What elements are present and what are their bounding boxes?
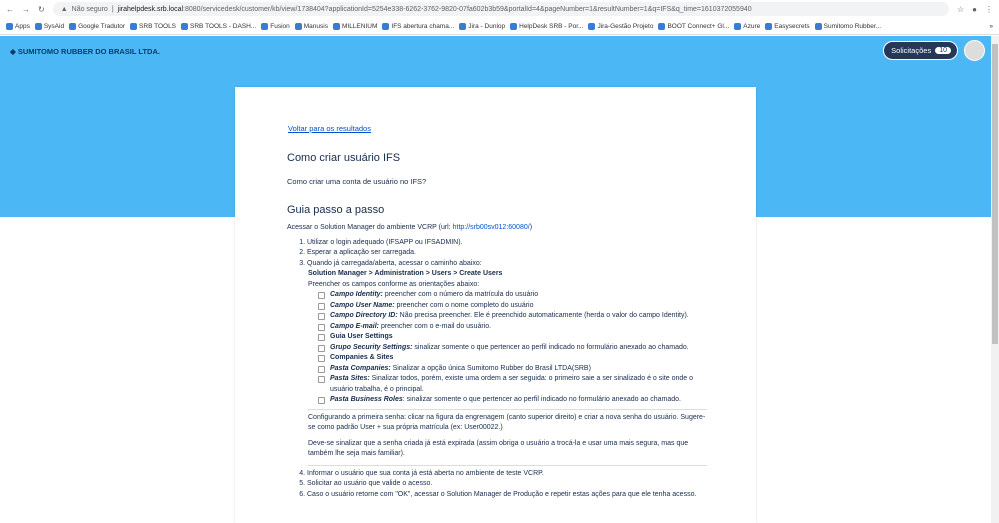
bookmark-item[interactable] bbox=[6, 23, 30, 30]
bookmark-icon bbox=[815, 23, 822, 30]
checklist-text: Pasta Business Roles: sinalizar somente o que pertencer ao perfil indicado no formulário anexado ao chamado. bbox=[330, 396, 681, 403]
bookmark-item[interactable] bbox=[295, 23, 328, 30]
article-question: Como criar uma conta de usuário no IFS? bbox=[287, 177, 427, 186]
bookmark-item[interactable] bbox=[130, 23, 176, 30]
article-body bbox=[287, 223, 707, 500]
steps-list-continued bbox=[287, 469, 707, 501]
more-bookmarks-button[interactable]: » bbox=[989, 22, 993, 30]
checklist-item bbox=[318, 332, 707, 343]
checkbox[interactable] bbox=[318, 334, 325, 341]
avatar[interactable] bbox=[964, 40, 985, 61]
forward-icon[interactable]: → bbox=[22, 4, 30, 14]
bookmark-icon bbox=[333, 23, 340, 30]
checklist-text: Campo E-mail: preencher com o e-mail do usuário. bbox=[330, 322, 492, 330]
bookmark-icon bbox=[6, 23, 13, 30]
bookmark-item[interactable] bbox=[181, 23, 256, 30]
bookmark-label: Jira - Dunlop bbox=[468, 22, 506, 30]
step: 5. Solicitar ao usuário que valide o acesso. bbox=[307, 479, 707, 490]
section-heading: Guia passo a passo bbox=[287, 204, 385, 216]
divider bbox=[308, 409, 707, 410]
bookmark-icon bbox=[588, 23, 595, 30]
bookmark-item[interactable] bbox=[588, 23, 653, 30]
checklist-item bbox=[318, 343, 707, 354]
address-bar[interactable]: ▲ Não seguro | jirahelpdesk.srb.local:8080/servicedesk/customer/kb/view/1738404?applicationId=5254e338-6262-3762-9820-07fa602b3b59&portalId=4&pageNumber=1&resultNumber=1&q=IFS&q_time=1610372055940 bbox=[53, 2, 949, 16]
vcrp-link[interactable]: http://srb00sv012:60080/ bbox=[452, 224, 530, 231]
brand-logo[interactable]: ◆ SUMITOMO RUBBER DO BRASIL LTDA. bbox=[10, 47, 160, 56]
checkbox[interactable] bbox=[318, 397, 325, 404]
step: 4. Informar o usuário que sua conta já está aberta no ambiente de teste VCRP. bbox=[307, 469, 707, 480]
bookmark-label: SRB TOOLS - DASH... bbox=[190, 22, 257, 30]
checkbox[interactable] bbox=[318, 324, 325, 331]
bookmark-item[interactable] bbox=[734, 23, 760, 30]
checklist-text: Guia User Settings bbox=[330, 333, 393, 340]
bookmark-label: Google Tradutor bbox=[78, 22, 126, 30]
checkbox[interactable] bbox=[318, 376, 325, 383]
step: 1. Utilizar o login adequado (IFSAPP ou IFSADMIN). bbox=[307, 238, 707, 249]
bookmark-label: SysAid bbox=[43, 22, 65, 30]
requests-button[interactable]: Solicitações 10 bbox=[883, 41, 958, 60]
scrollbar[interactable] bbox=[991, 36, 999, 523]
bookmark-icon bbox=[261, 23, 268, 30]
checklist-item bbox=[318, 374, 707, 395]
checkbox[interactable] bbox=[318, 313, 325, 320]
checkbox[interactable] bbox=[318, 292, 325, 299]
checklist-text: Campo User Name: preencher com o nome completo do usuário bbox=[330, 301, 534, 309]
profile-icon[interactable]: ● bbox=[972, 4, 977, 14]
bookmark-icon bbox=[295, 23, 302, 30]
bookmark-label: Azure bbox=[743, 22, 761, 30]
checklist-item bbox=[318, 311, 707, 322]
checkbox[interactable] bbox=[318, 345, 325, 352]
checklist-item bbox=[318, 353, 707, 364]
bookmarks-bar bbox=[0, 18, 999, 35]
bookmark-item[interactable] bbox=[333, 23, 377, 30]
bookmark-label: Jira-Gestão Projeto bbox=[597, 22, 654, 30]
url-text: jirahelpdesk.srb.local:8080/servicedesk/customer/kb/view/1738404?applicationId=5254e338-6262-3762-9820-07fa602b3b59&portalId=4&pageNumber=1&resultNumber=1&q=IFS&q_time=1610372055940 bbox=[117, 5, 752, 13]
checklist-item bbox=[318, 364, 707, 375]
browser-toolbar bbox=[0, 0, 999, 18]
bookmark-item[interactable] bbox=[510, 23, 583, 30]
warning-icon: ▲ bbox=[60, 5, 68, 13]
checklist-item bbox=[318, 290, 707, 301]
bookmark-label: IFS abertura chama... bbox=[391, 22, 455, 30]
bookmark-icon bbox=[765, 23, 772, 30]
checklist-text: Campo Identity: preencher com o número da matrícula do usuário bbox=[330, 291, 539, 298]
intro: Acessar o Solution Manager do ambiente VCRP (url: http://srb00sv012:60080/) bbox=[287, 224, 533, 231]
bookmark-icon bbox=[459, 23, 466, 30]
fill-instructions: Preencher os campos conforme as orientações abaixo: bbox=[308, 280, 480, 288]
checkbox[interactable] bbox=[318, 355, 325, 362]
star-icon[interactable]: ☆ bbox=[956, 4, 965, 14]
bookmark-label: BOOT Connect+ Gl... bbox=[667, 22, 730, 30]
checklist-text: Pasta Companies: Sinalizar a opção única Sumitomo Rubber do Brasil LTDA(SRB) bbox=[330, 364, 591, 372]
step: 3. Quando já carregada/aberta, acessar o caminho abaixo: Solution Manager > Administration > Users > Create Users Preencher os campos conforme as orientações abaixo: Campo Identity: preencher com o número da matrícula do usuário Campo User Name: preencher com o nome completo do usuário Campo Directory ID: Não precisa preencher. Ele é preenchido automaticamente (herda o valor do campo Identity). Campo E-mail: preencher com o e-mail do usuário. Guia User Settings Grupo Security Settings: sinalizar somente o que pertencer ao perfil indicado no formulário anexado ao chamado. Companies & Sites Pasta Companies: Sinalizar a opção única Sumitomo Rubber do Brasil LTDA(SRB) Pasta Sites: Sinalizar todos, porém, existe uma ordem a ser seguida: o primeiro saie a ser sinalizado é o site onde o usuário trabalha, é o principal. Pasta Business Roles: sinalizar somente o que pertencer ao perfil indicado no formulário anexado ao chamado. Configurando a primeira senha: clicar na figura da engrenagem (canto superior direito) e criar a nova senha do usuário. Sugere-se como padrão User + sua própria matrícula (ex: User00022.) Deve-se sinalizar que a senha criada já está expirada (assim obriga o usuário a trocá-la e usar uma mais segura, mas que também lhe seja mais familiar). bbox=[307, 259, 707, 466]
checklist-text: Pasta Sites: Sinalizar todos, porém, existe uma ordem a ser seguida: o primeiro saie a ser sinalizado é o site onde o usuário trabalha, é o principal. bbox=[330, 375, 694, 393]
step: 6. Caso o usuário retorne com "OK", acessar o Solution Manager de Produção e repetir estas ações para que ele tenha acesso. bbox=[307, 490, 707, 501]
checklist-text: Campo Directory ID: Não precisa preencher. Ele é preenchido automaticamente (herda o valor do campo Identity). bbox=[330, 312, 689, 319]
checklist-item bbox=[318, 395, 707, 406]
bookmark-item[interactable] bbox=[69, 23, 125, 30]
bookmark-item[interactable] bbox=[261, 23, 290, 30]
checklist-text: Companies & Sites bbox=[330, 354, 394, 361]
bookmark-item[interactable] bbox=[382, 23, 454, 30]
bookmark-item[interactable] bbox=[459, 23, 505, 30]
menu-icon[interactable]: ⋮ bbox=[985, 4, 993, 14]
bookmark-label: Sumitomo Rubber... bbox=[823, 22, 882, 30]
menu-path: Solution Manager > Administration > Users > Create Users bbox=[308, 270, 503, 277]
divider bbox=[308, 465, 707, 466]
bookmark-icon bbox=[35, 23, 42, 30]
article-title: Como criar usuário IFS bbox=[287, 152, 401, 164]
bookmark-icon bbox=[382, 23, 389, 30]
requests-count: 10 bbox=[935, 47, 951, 54]
bookmark-label: HelpDesk SRB - Por... bbox=[519, 22, 584, 30]
note-password: Configurando a primeira senha: clicar na figura da engrenagem (canto superior direito) e criar a nova senha do usuário. Sugere-se como padrão User + sua própria matrícula (ex: User00022.) bbox=[308, 413, 706, 431]
bookmark-label: Apps bbox=[15, 22, 30, 30]
back-icon[interactable]: ← bbox=[6, 4, 14, 14]
bookmark-item[interactable] bbox=[815, 23, 881, 30]
back-to-results-link[interactable]: Voltar para os resultados bbox=[288, 124, 371, 133]
bookmark-icon bbox=[510, 23, 517, 30]
checkbox[interactable] bbox=[318, 303, 325, 310]
bookmark-label: MILLENIUM bbox=[341, 22, 378, 30]
security-label: Não seguro bbox=[71, 5, 108, 13]
bookmark-icon bbox=[181, 23, 188, 30]
checklist-item bbox=[318, 322, 707, 333]
step: 2. Esperar a aplicação ser carregada. bbox=[307, 248, 707, 259]
bookmark-label: SRB TOOLS bbox=[139, 22, 177, 30]
bookmark-item[interactable] bbox=[35, 23, 64, 30]
scrollbar-thumb[interactable] bbox=[992, 44, 998, 344]
bookmark-item[interactable] bbox=[658, 23, 729, 30]
checklist bbox=[308, 290, 707, 406]
note-expired: Deve-se sinalizar que a senha criada já está expirada (assim obriga o usuário a trocá-la e usar uma mais segura, mas que também lhe seja mais familiar). bbox=[308, 439, 689, 457]
article-card bbox=[235, 87, 756, 523]
bookmark-item[interactable] bbox=[765, 23, 809, 30]
bookmark-icon bbox=[69, 23, 76, 30]
bookmark-label: Manusis bbox=[303, 22, 328, 30]
bookmark-icon bbox=[658, 23, 665, 30]
reload-icon[interactable]: ↻ bbox=[38, 4, 45, 14]
bookmark-icon bbox=[734, 23, 741, 30]
steps-list bbox=[287, 238, 707, 466]
bookmark-label: Fusion bbox=[270, 22, 290, 30]
checklist-text: Grupo Security Settings: sinalizar somente o que pertencer ao perfil indicado no formulário anexado ao chamado. bbox=[330, 343, 689, 351]
checkbox[interactable] bbox=[318, 366, 325, 373]
bookmark-icon bbox=[130, 23, 137, 30]
bookmark-label: Easysecrets bbox=[774, 22, 810, 30]
checklist-item bbox=[318, 301, 707, 312]
